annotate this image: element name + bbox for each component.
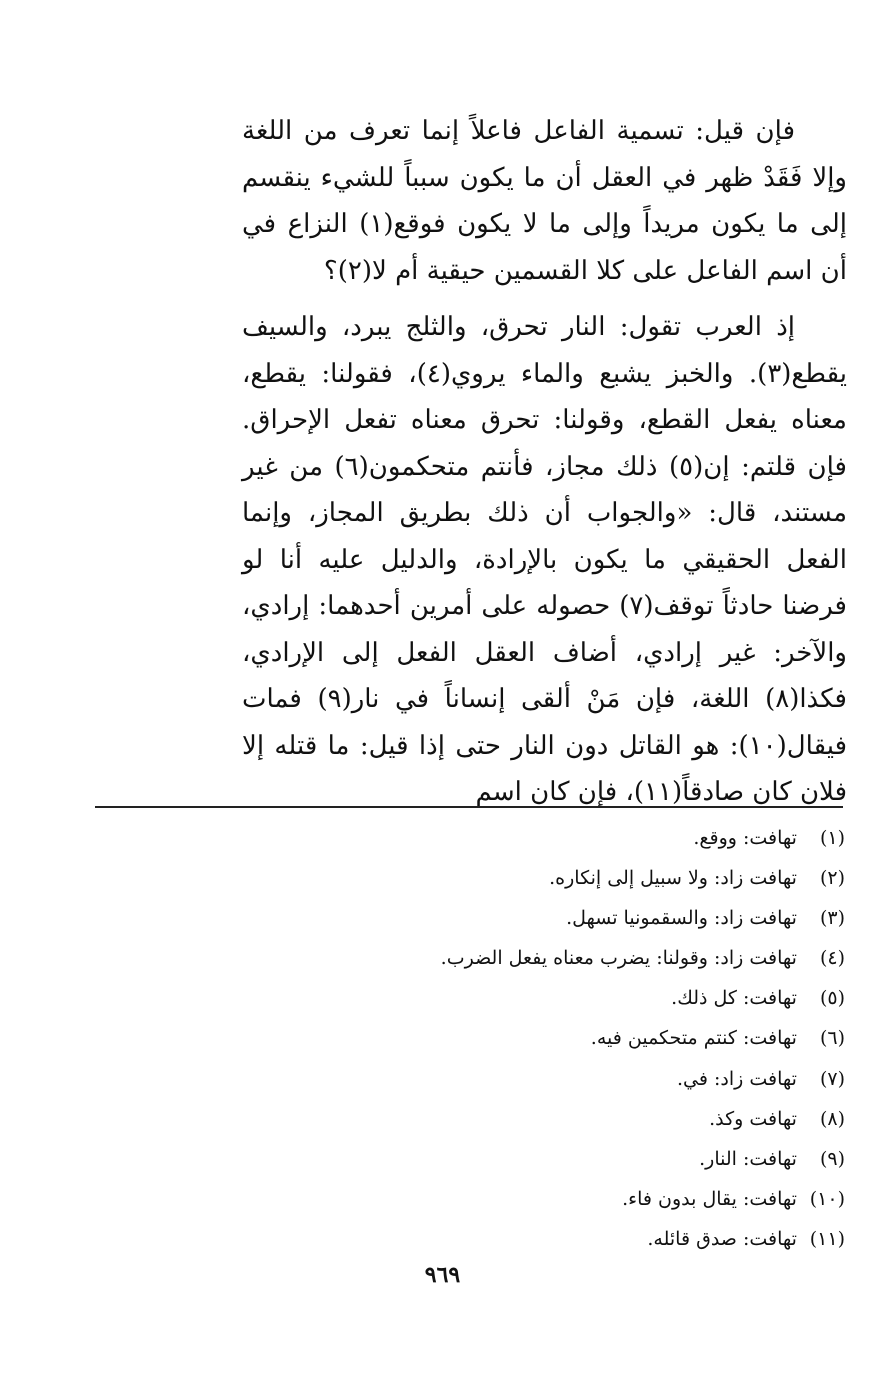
- footnote-text: تهافت زاد: والسقمونيا تسهل.: [566, 907, 797, 930]
- footnote-3: [85, 898, 845, 938]
- paragraph-2: إذ العرب تقول: النار تحرق، والثلج يبرد، والسيف يقطع(٣). والخبز يشبع والماء يروي(٤)، فقولنا: يقطع، معناه يفعل القطع، وقولنا: تحرق معناه تفعل الإحراق. فإن قلتم: إن(٥) ذلك مجاز، فأنتم متحكمون(٦) من غير مستند، قال: «والجواب أن ذلك بطريق المجاز، وإنما الفعل الحقيقي ما يكون بالإرادة، والدليل عليه أنا لو فرضنا حادثاً توقف(٧) حصوله على أمرين أحدهما: إرادي، والآخر: غير إرادي، أضاف العقل الفعل إلى الإرادي، فكذا(٨) اللغة، فإن مَنْ ألقى إنساناً في نار(٩) فمات فيقال(١٠): هو القاتل دون النار حتى إذا قيل: ما قتله إلا فلان كان صادقاً(١١)، فإن كان اسم: [242, 312, 847, 807]
- footnote-number: (٩): [819, 1147, 845, 1170]
- footnote-number: (١٠): [809, 1187, 845, 1210]
- footnote-text: تهافت: يقال بدون فاء.: [622, 1187, 797, 1210]
- paragraph-1: فإن قيل: تسمية الفاعل فاعلاً إنما تعرف من اللغة وإلا فَقَدْ ظهر في العقل أن ما يكون سبباً للشيء ينقسم إلى ما يكون مريداً وإلى ما لا يكون فوقع(١) النزاع في أن اسم الفاعل على كلا القسمين حيقية أم لا(٢)؟: [242, 116, 847, 286]
- footnote-7: [85, 1059, 845, 1099]
- main-text: [242, 108, 847, 816]
- footnote-number: (٦): [819, 1027, 845, 1050]
- footnote-1: [85, 818, 845, 858]
- footnote-9: [85, 1139, 845, 1179]
- footnote-number: (١١): [809, 1227, 845, 1250]
- footnote-text: تهافت: كنتم متحكمين فيه.: [590, 1027, 797, 1050]
- footnote-separator: [95, 806, 843, 808]
- footnote-10: [85, 1179, 845, 1219]
- footnote-number: (١): [819, 827, 845, 849]
- footnote-text: تهافت: ووقع.: [693, 827, 797, 849]
- page-number: ٩٦٩: [424, 1262, 461, 1288]
- footnote-number: (٣): [819, 907, 845, 930]
- footnote-number: (٨): [819, 1107, 845, 1130]
- footnote-text: تهافت زاد: وقولنا: يضرب معناه يفعل الضرب.: [440, 947, 797, 970]
- footnote-number: (٥): [819, 987, 845, 1010]
- footnote-text: تهافت وكذ.: [709, 1107, 797, 1130]
- footnote-6: [85, 1018, 845, 1058]
- footnote-text: تهافت زاد: في.: [677, 1067, 797, 1090]
- footnote-text: تهافت: صدق قائله.: [647, 1227, 797, 1250]
- footnote-text: تهافت: النار.: [699, 1147, 797, 1170]
- footnote-number: (٧): [819, 1067, 845, 1090]
- footnote-11: [85, 1219, 845, 1259]
- footnote-5: [85, 978, 845, 1018]
- footnote-8: [85, 1099, 845, 1139]
- footnote-number: (٢): [819, 867, 845, 890]
- footnote-number: (٤): [819, 947, 845, 970]
- footnote-text: تهافت: كل ذلك.: [671, 987, 797, 1010]
- footnote-2: [85, 858, 845, 898]
- footnote-text: تهافت زاد: ولا سبيل إلى إنكاره.: [549, 867, 797, 890]
- footnotes-list: [85, 818, 845, 1259]
- footnote-4: [85, 938, 845, 978]
